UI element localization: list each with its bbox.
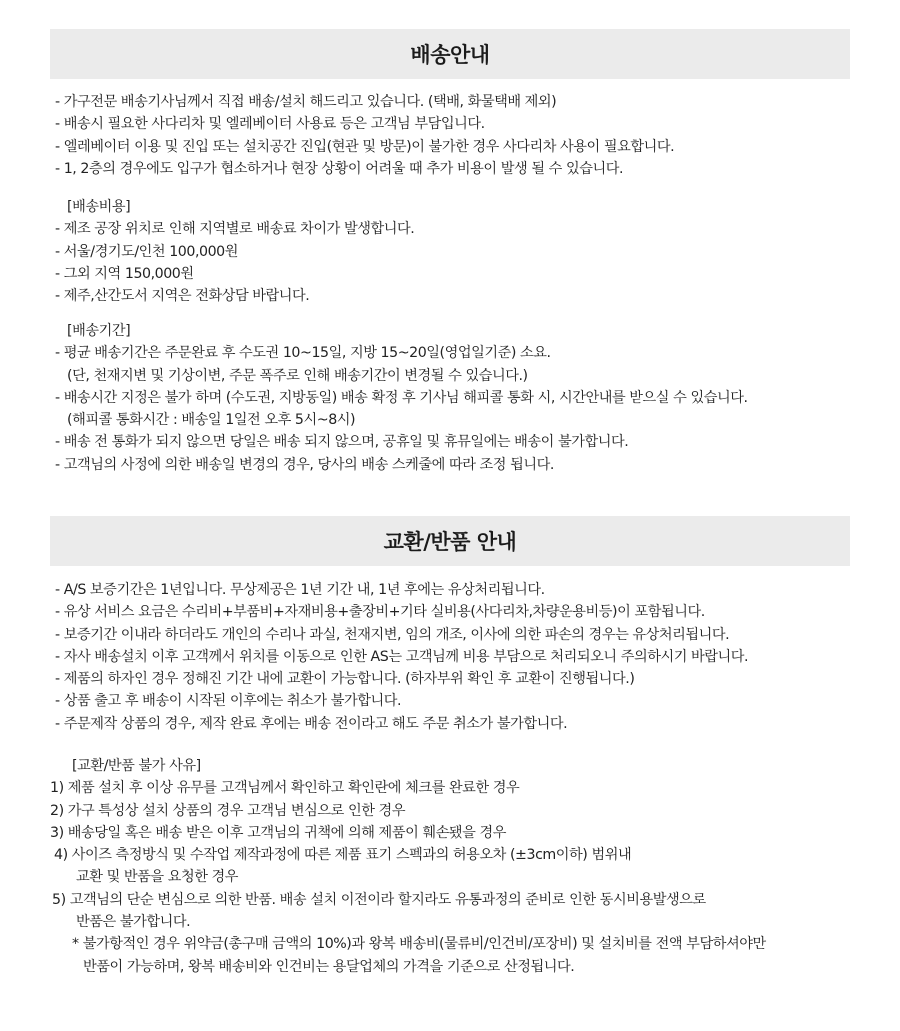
list-item-continued: 교환 및 반품을 요청한 경우 [76,869,239,886]
list-item-note: (단, 천재지변 및 기상이변, 주문 폭주로 인해 배송기간이 변경될 수 있습니다.) [67,367,528,384]
cost-heading: [배송비용] [67,199,131,215]
period-heading: [배송기간] [67,323,131,339]
list-item: 2) 가구 특성상 설치 상품의 경우 고객님 변심으로 인한 경우 [50,802,406,819]
list-item: 5) 고객님의 단순 변심으로 의한 반품. 배송 설치 이전이라 할지라도 유통과정의 준비로 인한 동시비용발생으로 [52,891,706,908]
list-item: - 배송시 필요한 사다리차 및 엘레베이터 사용료 등은 고객님 부담입니다. [55,116,485,133]
delivery-title: 배송안내 [410,43,490,67]
list-item-note: (해피콜 통화시간 : 배송일 1일전 오후 5시~8시) [67,412,356,429]
list-item: - 주문제작 상품의 경우, 제작 완료 후에는 배송 전이라고 해도 주문 취소가 불가합니다. [55,715,568,732]
list-item: - 제조 공장 위치로 인해 지역별로 배송료 차이가 발생합니다. [55,221,415,238]
penalty-note: * 불가항적인 경우 위약금(총구매 금액의 10%)과 왕복 배송비(물류비/인건비/포장비) 및 설치비를 전액 부담하셔야만 [72,936,766,953]
list-item: - 엘레베이터 이용 및 진입 또는 설치공간 진입(현관 및 방문)이 불가한 경우 사다리차 사용이 필요합니다. [55,138,675,155]
list-item: - 서울/경기도/인천 100,000원 [55,243,239,260]
list-item: 3) 배송당일 혹은 배송 받은 이후 고객님의 귀책에 의해 제품이 훼손됐을 경우 [50,824,506,841]
list-item: - 그외 지역 150,000원 [55,265,194,282]
list-item: - 배송시간 지정은 불가 하며 (수도권, 지방동일) 배송 확정 후 기사님 해피콜 통화 시, 시간안내를 받으실 수 있습니다. [55,389,748,406]
list-item: - 자사 배송설치 이후 고객께서 위치를 이동으로 인한 AS는 고객님께 비용 부담으로 처리되오니 주의하시기 바랍니다. [55,648,749,665]
exchange-title: 교환/반품 안내 [383,530,517,554]
list-item: - 보증기간 이내라 하더라도 개인의 수리나 과실, 천재지변, 임의 개조, 이사에 의한 파손의 경우는 유상처리됩니다. [55,626,730,643]
list-item: 4) 사이즈 측정방식 및 수작업 제작과정에 따른 제품 표기 스펙과의 허용오차 (±3cm이하) 범위내 [54,847,632,864]
delivery-period-section [55,320,748,476]
delivery-cost-section [55,196,414,307]
list-item: - 1, 2층의 경우에도 입구가 협소하거나 현장 상황이 어려울 때 추가 비용이 발생 될 수 있습니다. [55,160,624,177]
delivery-intro-list [55,91,674,180]
list-item: - 제주,산간도서 지역은 전화상담 바랍니다. [55,288,310,305]
exchange-policy-list [55,579,748,735]
exchange-reasons-section [50,755,766,978]
list-item: - 유상 서비스 요금은 수리비+부품비+자재비용+출장비+기타 실비용(사다리차,차량운용비등)이 포함됩니다. [55,604,705,621]
list-item: - 가구전문 배송기사님께서 직접 배송/설치 해드리고 있습니다. (택배, 화물택배 제외) [55,94,557,110]
list-item: - 평균 배송기간은 주문완료 후 수도권 10~15일, 지방 15~20일(영업일기준) 소요. [55,345,551,362]
reasons-heading: [교환/반품 불가 사유] [72,758,201,774]
list-item: 1) 제품 설치 후 이상 유무를 고객님께서 확인하고 확인란에 체크를 완료한 경우 [50,780,520,797]
delivery-section-header [50,29,850,79]
list-item-continued: 반품은 불가합니다. [76,914,191,931]
list-item: - 제품의 하자인 경우 정해진 기간 내에 교환이 가능합니다. (하자부위 확인 후 교환이 진행됩니다.) [55,671,635,688]
list-item: - 배송 전 통화가 되지 않으면 당일은 배송 되지 않으며, 공휴일 및 휴뮤일에는 배송이 불가합니다. [55,434,629,451]
list-item: - 고객님의 사정에 의한 배송일 변경의 경우, 당사의 배송 스케줄에 따라 조정 됩니다. [55,456,554,473]
list-item: - A/S 보증기간은 1년입니다. 무상제공은 1년 기간 내, 1년 후에는 유상처리됩니다. [55,582,545,598]
exchange-section-header [50,516,850,566]
penalty-note-continued: 반품이 가능하며, 왕복 배송비와 인건비는 용달업체의 가격을 기준으로 산정됩니다. [83,958,575,975]
list-item: - 상품 출고 후 배송이 시작된 이후에는 취소가 불가합니다. [55,693,402,710]
